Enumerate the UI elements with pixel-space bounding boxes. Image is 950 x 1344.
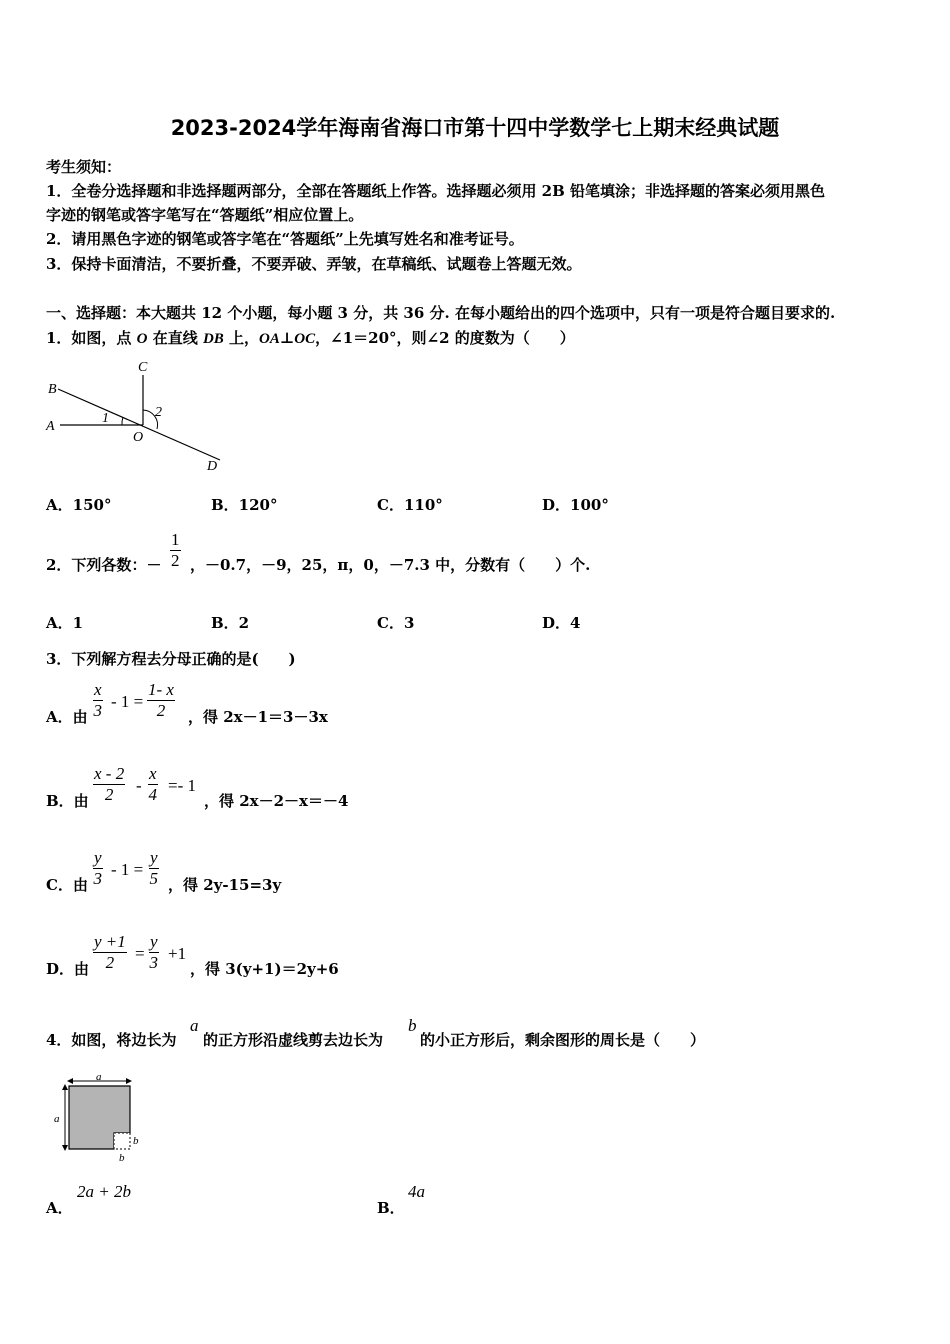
q3b-f2-den: 4 [148, 785, 158, 804]
q3d-mid-2: +1 [168, 944, 187, 963]
q4-fig-a-top: a [96, 1072, 102, 1083]
notice-line-3: 3．保持卡面清洁，不要折叠，不要弄破、弄皱，在草稿纸、试题卷上答题无效。 [46, 255, 582, 273]
q4-option-b-expr: 4a [408, 1182, 425, 1201]
q4-text-1: 4．如图，将边长为 [46, 1031, 177, 1049]
q3d-frac-1 [93, 932, 127, 973]
q4-fig-b-right: b [133, 1135, 139, 1147]
q3a-mid: - 1 = [111, 692, 144, 711]
q2-option-a[interactable]: A．1 [46, 614, 84, 632]
question-1-stem [46, 327, 575, 348]
q3c-f2-num: y [150, 848, 158, 867]
q1-figure [40, 355, 240, 480]
q3b-mid-2: =- 1 [168, 776, 196, 795]
q1-text-1: 1．如图，点 [46, 329, 137, 347]
q3a-frac-1 [93, 680, 103, 721]
q4-text-2: 的正方形沿虚线剪去边长为 [203, 1031, 384, 1049]
q3b-frac-1 [93, 764, 125, 805]
q3-option-d[interactable]: D．由 [46, 960, 90, 978]
q3c-result: ，得 2y-15=3y [168, 876, 282, 894]
q3c-f2-den: 5 [149, 869, 159, 888]
q3a-f1-num: x [94, 680, 102, 699]
q1-point-o: O [136, 331, 148, 347]
q3a-result: ，得 2x－1＝3－3x [188, 708, 328, 726]
q1-label-a: A [46, 419, 55, 434]
q3-option-a[interactable]: A．由 [46, 708, 88, 726]
q2-stem-post: ，－0.7，－9，25，π，0，－7.3 中，分数有（ ）个. [190, 556, 591, 574]
q1-label-d: D [207, 459, 218, 474]
q4-fig-b-bottom: b [119, 1152, 125, 1164]
q3b-f2-num: x [149, 764, 157, 783]
q4-figure [50, 1072, 150, 1167]
notice-line-1b: 字迹的钢笔或答字笔写在“答题纸”相应位置上。 [46, 206, 364, 224]
q3c-frac-1 [93, 848, 103, 889]
q3d-f2-den: 3 [149, 953, 159, 972]
q3-option-b[interactable]: B．由 [46, 792, 89, 810]
q3b-mid-1: - [136, 776, 142, 795]
q1-option-a[interactable]: A．150° [46, 496, 112, 514]
page-title: 2023-2024学年海南省海口市第十四中学数学七上期末经典试题 [170, 116, 780, 140]
q1-option-c[interactable]: C．110° [377, 496, 443, 514]
q3d-frac-2 [149, 932, 159, 973]
q2-option-d[interactable]: D．4 [542, 614, 581, 632]
q3b-frac-2 [148, 764, 158, 805]
q3d-f1-num: y +1 [94, 932, 126, 951]
q4-text-3: 的小正方形后，剩余图形的周长是（ ） [420, 1031, 706, 1049]
q3c-f1-num: y [94, 848, 102, 867]
q2-frac-den: 2 [171, 551, 180, 570]
q4-fig-a-left: a [54, 1113, 60, 1125]
q3a-f1-den: 3 [93, 701, 103, 720]
q3d-mid-1: = [135, 944, 145, 963]
q1-label-c: C [138, 360, 148, 375]
q3b-f1-den: 2 [104, 785, 114, 804]
section-heading: 一、选择题：本大题共 12 个小题，每小题 3 分，共 36 分. 在每小题给出的四个选项中，只有一项是符合题目要求的. [46, 304, 836, 322]
notice-line-1a: 1．全卷分选择题和非选择题两部分，全部在答题纸上作答。选择题必须用 2B 铅笔填涂；非选择题的答案必须用黑色 [46, 182, 826, 200]
q1-option-b[interactable]: B．120° [211, 496, 278, 514]
q3c-frac-2 [149, 848, 159, 889]
q3b-f1-num: x - 2 [94, 764, 125, 783]
q1-angle-2: 2 [155, 405, 162, 420]
q1-label-b: B [48, 382, 57, 397]
q1-perp: OA⊥OC [259, 331, 316, 347]
q1-angle-1: 1 [102, 411, 109, 426]
q3d-result: ，得 3(y+1)＝2y+6 [190, 960, 339, 978]
q2-option-b[interactable]: B．2 [211, 614, 250, 632]
q3c-mid: - 1 = [111, 860, 144, 879]
q3d-f1-den: 2 [105, 953, 115, 972]
q1-option-d[interactable]: D．100° [542, 496, 609, 514]
q1-label-o: O [133, 430, 144, 445]
q4-option-a[interactable]: A． [46, 1199, 73, 1217]
q2-stem-pre: 2．下列各数：－ [46, 556, 162, 574]
q3c-f1-den: 3 [93, 869, 103, 888]
notice-heading: 考生须知： [46, 158, 122, 176]
q4-var-a: a [190, 1016, 199, 1035]
q1-text-2: 在直线 [147, 329, 203, 347]
q3a-f2-den: 2 [156, 701, 166, 720]
q3-stem: 3．下列解方程去分母正确的是( ) [46, 650, 296, 668]
q2-fraction [170, 530, 181, 571]
q3a-f2-num: 1- x [148, 680, 174, 699]
notice-line-2: 2．请用黑色字迹的钢笔或答字笔在“答题纸”上先填写姓名和准考证号。 [46, 230, 524, 248]
q3a-frac-2 [147, 680, 175, 721]
q3-option-c[interactable]: C．由 [46, 876, 88, 894]
q4-option-a-expr: 2a + 2b [77, 1182, 131, 1201]
q3d-f2-num: y [150, 932, 158, 951]
q1-text-4: ，∠1＝20°，则∠2 的度数为（ ） [315, 329, 575, 347]
q1-text-3: 上， [223, 329, 260, 347]
q4-var-b: b [408, 1016, 417, 1035]
q1-line-db: DB [202, 331, 224, 347]
q3b-result: ，得 2x－2－x＝－4 [204, 792, 349, 810]
q2-frac-num: 1 [171, 530, 180, 549]
q2-option-c[interactable]: C．3 [377, 614, 415, 632]
q4-option-b[interactable]: B． [377, 1199, 405, 1217]
